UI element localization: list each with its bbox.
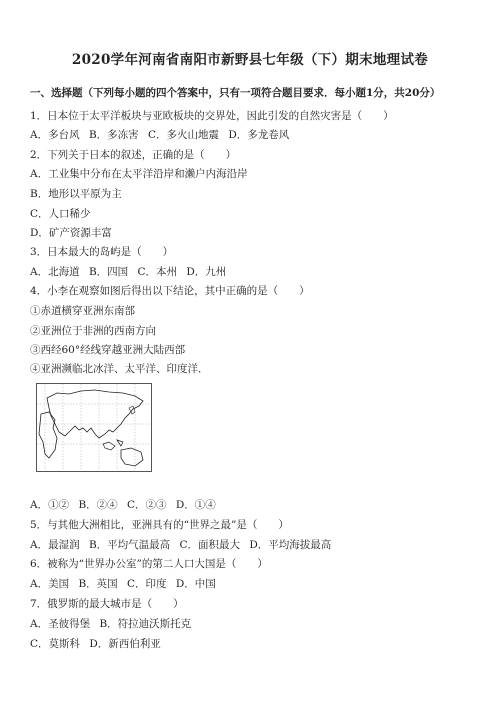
q5-option-d: D．平均海拔最高 [249, 539, 332, 551]
q6-option-a: A．美国 [30, 578, 70, 590]
islands-outline [103, 440, 123, 450]
q4-statement-3: ③西经60°经线穿越亚洲大陆西部 [30, 344, 186, 356]
q3-option-d: D．九州 [186, 266, 227, 278]
q2-option-a: A．工业集中分布在太平洋沿岸和濑户内海沿岸 [30, 168, 248, 180]
q7-option-b: B．符拉迪沃斯托克 [99, 618, 192, 630]
q4-statement-4: ④亚洲濒临北冰洋、太平洋、印度洋． [30, 363, 209, 375]
q7-option-d: D．新西伯利亚 [89, 638, 161, 650]
q2-option-d: D．矿产资源丰富 [30, 227, 112, 239]
question-3-stem: 3．日本最大的岛屿是（ ） [30, 246, 174, 258]
q1-option-c: C．多火山地震 [148, 129, 220, 141]
q1-option-b: B．多冻害 [88, 129, 139, 141]
q3-option-c: C．本州 [137, 266, 178, 278]
asia-map-graphic [37, 384, 151, 471]
q1-option-d: D．多龙卷风 [228, 129, 290, 141]
q4-option-a: A．①② [30, 499, 70, 511]
question-7-stem: 7．俄罗斯的最大城市是（ ） [30, 598, 184, 610]
question-7-options-cd [30, 636, 167, 651]
q2-option-c: C．人口稀少 [30, 208, 91, 220]
question-1-stem: 1．日本位于太平洋板块与亚欧板块的交界处，因此引发的自然灾害是（ ） [30, 110, 394, 122]
q5-option-c: C．面积最大 [179, 539, 241, 551]
question-5-stem: 5．与其他大洲相比，亚洲具有的“世界之最”是（ ） [30, 519, 289, 531]
australia-outline [121, 448, 143, 466]
q7-option-c: C．莫斯科 [30, 638, 81, 650]
q5-option-b: B．平均气温最高 [88, 539, 171, 551]
asia-map [36, 383, 152, 472]
question-6-stem: 6．被称为“世界办公室”的第二人口大国是（ ） [30, 558, 268, 570]
question-4-options [30, 497, 222, 512]
q6-option-c: C．印度 [127, 578, 167, 590]
q6-option-d: D．中国 [175, 578, 216, 590]
page-title: 2020学年河南省南阳市新野县七年级（下）期末地理试卷 [71, 52, 429, 68]
asia-outline [47, 390, 143, 438]
question-4-stem: 4．小李在观察如图后得出以下结论，其中正确的是（ ） [30, 285, 310, 297]
q6-option-b: B．英国 [78, 578, 118, 590]
question-2-stem: 2．下列关于日本的叙述，正确的是（ ） [30, 149, 237, 161]
q3-option-a: A．北海道 [30, 266, 80, 278]
q4-option-b: B．②④ [78, 499, 118, 511]
q4-statement-2: ②亚洲位于非洲的西南方向 [30, 325, 156, 337]
q5-option-a: A．最湿润 [30, 539, 80, 551]
question-1-options [30, 127, 295, 142]
section-heading: 一、选择题（下列每小题的四个答案中，只有一项符合题目要求．每小题1分，共20分） [30, 87, 441, 99]
q7-option-a: A．圣彼得堡 [30, 618, 91, 630]
q3-option-b: B．四国 [88, 266, 129, 278]
q1-option-a: A．多台风 [30, 129, 80, 141]
q4-statement-1: ①赤道横穿亚洲东南部 [30, 305, 135, 317]
q4-option-d: D．①④ [175, 499, 216, 511]
question-6-options [30, 576, 222, 591]
question-5-options [30, 537, 337, 552]
question-3-options [30, 264, 232, 279]
q4-option-c: C．②③ [127, 499, 167, 511]
africa-outline [39, 412, 57, 458]
question-7-options-ab [30, 616, 197, 631]
q2-option-b: B．地形以平原为主 [30, 188, 122, 200]
